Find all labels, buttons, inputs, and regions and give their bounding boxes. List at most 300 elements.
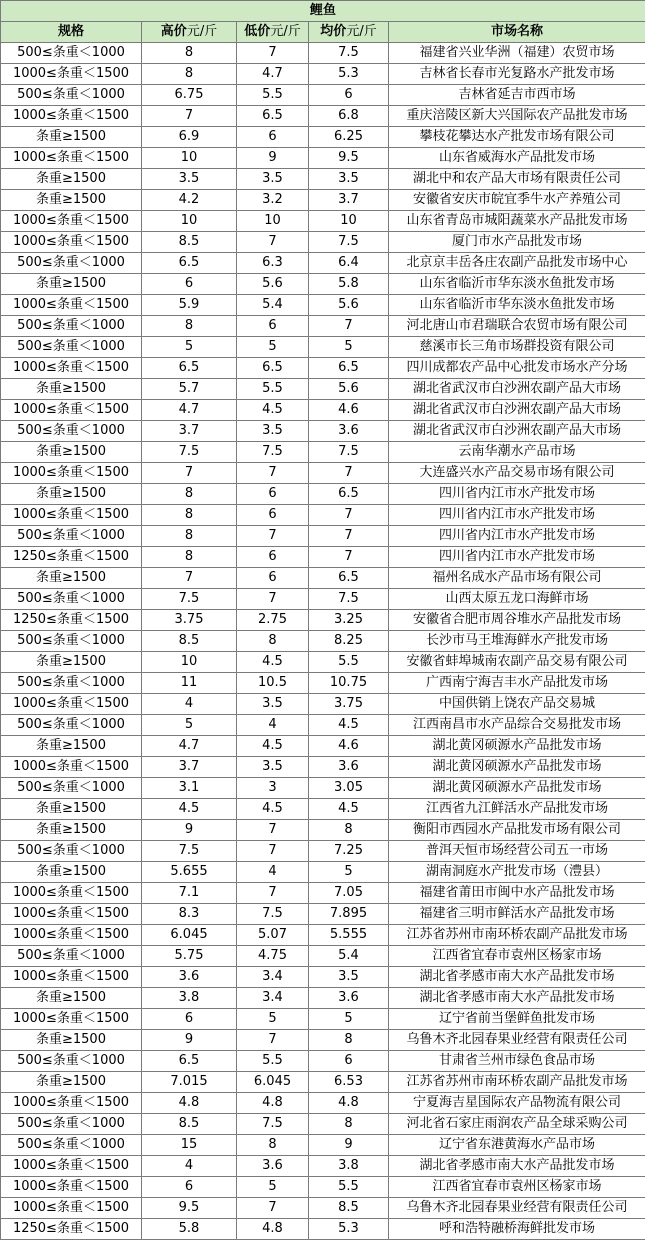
cell-spec: 1000≤条重＜1500	[1, 904, 142, 925]
cell-market-name: 江西省九江鲜活水产品批发市场	[389, 799, 645, 820]
cell-low-price: 2.75	[237, 610, 309, 631]
cell-high-price: 7	[142, 463, 237, 484]
cell-high-price: 3.75	[142, 610, 237, 631]
cell-spec: 1250≤条重＜1500	[1, 610, 142, 631]
table-row	[1, 841, 645, 862]
cell-high-price: 8.5	[142, 232, 237, 253]
table-row	[1, 148, 645, 169]
cell-low-price: 6	[237, 484, 309, 505]
cell-market-name: 厦门市水产品批发市场	[389, 232, 645, 253]
cell-high-price: 4.7	[142, 400, 237, 421]
cell-market-name: 江西省宜春市袁州区杨家市场	[389, 1177, 645, 1198]
table-row	[1, 316, 645, 337]
cell-market-name: 山西太原五龙口海鲜市场	[389, 589, 645, 610]
cell-spec: 条重≥1500	[1, 190, 142, 211]
cell-low-price: 6.045	[237, 1072, 309, 1093]
table-row	[1, 1009, 645, 1030]
cell-low-price: 10.5	[237, 673, 309, 694]
cell-high-price: 6	[142, 1009, 237, 1030]
cell-market-name: 甘肃省兰州市绿色食品市场	[389, 1051, 645, 1072]
table-row	[1, 568, 645, 589]
cell-market-name: 湖北中和农产品大市场有限责任公司	[389, 169, 645, 190]
cell-spec: 1000≤条重＜1500	[1, 967, 142, 988]
cell-spec: 1000≤条重＜1500	[1, 757, 142, 778]
cell-avg-price: 6.5	[309, 568, 389, 589]
cell-spec: 500≤条重＜1000	[1, 1114, 142, 1135]
cell-avg-price: 8	[309, 820, 389, 841]
cell-avg-price: 7	[309, 316, 389, 337]
cell-avg-price: 7.895	[309, 904, 389, 925]
cell-low-price: 4.5	[237, 736, 309, 757]
cell-avg-price: 7	[309, 505, 389, 526]
cell-high-price: 10	[142, 211, 237, 232]
header-high-price	[142, 22, 237, 43]
cell-spec: 条重≥1500	[1, 736, 142, 757]
table-row	[1, 547, 645, 568]
table-row	[1, 1030, 645, 1051]
cell-market-name: 湖北省武汉市白沙洲农副产品大市场	[389, 400, 645, 421]
cell-avg-price: 7	[309, 547, 389, 568]
cell-market-name: 中国供销上饶农产品交易城	[389, 694, 645, 715]
cell-high-price: 7.1	[142, 883, 237, 904]
cell-market-name: 乌鲁木齐北园春果业经营有限责任公司	[389, 1198, 645, 1219]
cell-avg-price: 5.8	[309, 274, 389, 295]
cell-spec: 条重≥1500	[1, 274, 142, 295]
cell-spec: 1000≤条重＜1500	[1, 358, 142, 379]
cell-high-price: 3.7	[142, 421, 237, 442]
cell-avg-price: 7	[309, 526, 389, 547]
table-title: 鲤鱼	[1, 1, 645, 22]
cell-low-price: 4.5	[237, 652, 309, 673]
cell-avg-price: 7.05	[309, 883, 389, 904]
cell-high-price: 6.5	[142, 253, 237, 274]
cell-avg-price: 10.75	[309, 673, 389, 694]
cell-market-name: 攀枝花攀达水产批发市场有限公司	[389, 127, 645, 148]
header-market-name	[389, 22, 645, 43]
table-row	[1, 715, 645, 736]
cell-spec: 1250≤条重＜1500	[1, 547, 142, 568]
cell-low-price: 6	[237, 316, 309, 337]
cell-low-price: 3.4	[237, 988, 309, 1009]
cell-avg-price: 6	[309, 85, 389, 106]
cell-low-price: 5	[237, 1009, 309, 1030]
cell-low-price: 7	[237, 43, 309, 64]
table-row	[1, 400, 645, 421]
cell-high-price: 4	[142, 694, 237, 715]
cell-high-price: 6.5	[142, 358, 237, 379]
cell-avg-price: 3.75	[309, 694, 389, 715]
cell-avg-price: 8.25	[309, 631, 389, 652]
cell-market-name: 湖北黄冈硕源水产品批发市场	[389, 778, 645, 799]
cell-market-name: 湖北省孝感市南大水产品批发市场	[389, 988, 645, 1009]
cell-low-price: 6.3	[237, 253, 309, 274]
cell-high-price: 7.5	[142, 442, 237, 463]
table-row	[1, 190, 645, 211]
cell-low-price: 4	[237, 715, 309, 736]
cell-high-price: 4	[142, 1156, 237, 1177]
table-row	[1, 337, 645, 358]
cell-avg-price: 5.6	[309, 295, 389, 316]
cell-low-price: 7	[237, 820, 309, 841]
header-spec-label: 规格	[57, 24, 84, 39]
cell-market-name: 福建省莆田市闽中水产品批发市场	[389, 883, 645, 904]
cell-high-price: 8	[142, 505, 237, 526]
cell-high-price: 7.5	[142, 841, 237, 862]
table-row	[1, 211, 645, 232]
cell-high-price: 5	[142, 337, 237, 358]
cell-low-price: 4	[237, 862, 309, 883]
cell-market-name: 四川省内江市水产批发市场	[389, 547, 645, 568]
cell-high-price: 15	[142, 1135, 237, 1156]
cell-low-price: 8	[237, 1135, 309, 1156]
cell-high-price: 4.5	[142, 799, 237, 820]
cell-market-name: 湖南洞庭水产批发市场（澧县）	[389, 862, 645, 883]
cell-market-name: 福州名成水产品市场有限公司	[389, 568, 645, 589]
cell-spec: 1000≤条重＜1500	[1, 1198, 142, 1219]
cell-avg-price: 6	[309, 1051, 389, 1072]
cell-avg-price: 7	[309, 463, 389, 484]
cell-market-name: 江西省宜春市袁州区杨家市场	[389, 946, 645, 967]
cell-avg-price: 3.05	[309, 778, 389, 799]
table-row	[1, 946, 645, 967]
cell-avg-price: 5	[309, 337, 389, 358]
cell-high-price: 8.5	[142, 631, 237, 652]
cell-high-price: 5.9	[142, 295, 237, 316]
cell-high-price: 8	[142, 43, 237, 64]
cell-market-name: 湖北黄冈硕源水产品批发市场	[389, 757, 645, 778]
cell-low-price: 6	[237, 127, 309, 148]
cell-avg-price: 6.53	[309, 1072, 389, 1093]
cell-high-price: 7.015	[142, 1072, 237, 1093]
cell-high-price: 5.8	[142, 1219, 237, 1240]
cell-market-name: 慈溪市长三角市场群投资有限公司	[389, 337, 645, 358]
cell-high-price: 4.2	[142, 190, 237, 211]
cell-spec: 1000≤条重＜1500	[1, 211, 142, 232]
cell-spec: 500≤条重＜1000	[1, 526, 142, 547]
cell-high-price: 10	[142, 148, 237, 169]
table-row	[1, 379, 645, 400]
cell-low-price: 6	[237, 505, 309, 526]
cell-high-price: 8	[142, 484, 237, 505]
cell-avg-price: 3.8	[309, 1156, 389, 1177]
cell-avg-price: 5.5	[309, 652, 389, 673]
table-row	[1, 505, 645, 526]
cell-high-price: 3.6	[142, 967, 237, 988]
cell-low-price: 5.4	[237, 295, 309, 316]
cell-avg-price: 4.6	[309, 400, 389, 421]
header-avg-label: 均价	[320, 24, 347, 39]
cell-spec: 条重≥1500	[1, 568, 142, 589]
cell-high-price: 8	[142, 526, 237, 547]
cell-avg-price: 9.5	[309, 148, 389, 169]
cell-market-name: 安徽省安庆市皖宜季牛水产养殖公司	[389, 190, 645, 211]
table-row	[1, 169, 645, 190]
cell-spec: 500≤条重＜1000	[1, 337, 142, 358]
cell-high-price: 3.7	[142, 757, 237, 778]
cell-market-name: 呼和浩特融桥海鲜批发市场	[389, 1219, 645, 1240]
table-row	[1, 610, 645, 631]
cell-spec: 1000≤条重＜1500	[1, 1177, 142, 1198]
cell-market-name: 福建省兴业华洲（福建）农贸市场	[389, 43, 645, 64]
cell-high-price: 6.045	[142, 925, 237, 946]
cell-market-name: 吉林省长春市光复路水产批发市场	[389, 64, 645, 85]
cell-high-price: 7	[142, 568, 237, 589]
table-row	[1, 442, 645, 463]
cell-avg-price: 3.5	[309, 169, 389, 190]
cell-avg-price: 4.5	[309, 799, 389, 820]
cell-high-price: 6	[142, 274, 237, 295]
cell-market-name: 衡阳市西园水产品批发市场有限公司	[389, 820, 645, 841]
cell-avg-price: 6.25	[309, 127, 389, 148]
cell-market-name: 长沙市马王堆海鲜水产批发市场	[389, 631, 645, 652]
cell-low-price: 5	[237, 1177, 309, 1198]
cell-high-price: 3.1	[142, 778, 237, 799]
cell-spec: 1000≤条重＜1500	[1, 505, 142, 526]
cell-high-price: 8.5	[142, 1114, 237, 1135]
cell-market-name: 四川省内江市水产批发市场	[389, 526, 645, 547]
cell-market-name: 湖北省武汉市白沙洲农副产品大市场	[389, 421, 645, 442]
cell-market-name: 辽宁省前当堡鲜鱼批发市场	[389, 1009, 645, 1030]
cell-high-price: 6.5	[142, 1051, 237, 1072]
table-body	[1, 43, 645, 1240]
cell-spec: 1000≤条重＜1500	[1, 1009, 142, 1030]
cell-market-name: 四川省内江市水产批发市场	[389, 505, 645, 526]
cell-avg-price: 3.7	[309, 190, 389, 211]
cell-market-name: 宁夏海吉星国际农产品物流有限公司	[389, 1093, 645, 1114]
table-row	[1, 1093, 645, 1114]
cell-avg-price: 4.6	[309, 736, 389, 757]
cell-spec: 500≤条重＜1000	[1, 631, 142, 652]
table-row	[1, 820, 645, 841]
table-row	[1, 799, 645, 820]
cell-low-price: 3.4	[237, 967, 309, 988]
table-row	[1, 64, 645, 85]
cell-low-price: 6	[237, 547, 309, 568]
cell-avg-price: 5.3	[309, 1219, 389, 1240]
cell-spec: 500≤条重＜1000	[1, 946, 142, 967]
header-row	[1, 22, 645, 43]
table-row	[1, 463, 645, 484]
cell-spec: 500≤条重＜1000	[1, 316, 142, 337]
cell-spec: 500≤条重＜1000	[1, 421, 142, 442]
cell-low-price: 3	[237, 778, 309, 799]
cell-avg-price: 8	[309, 1114, 389, 1135]
cell-market-name: 山东省青岛市城阳蔬菜水产品批发市场	[389, 211, 645, 232]
table-row	[1, 484, 645, 505]
cell-spec: 1000≤条重＜1500	[1, 1156, 142, 1177]
cell-high-price: 5.7	[142, 379, 237, 400]
cell-low-price: 7	[237, 1198, 309, 1219]
table-row	[1, 1135, 645, 1156]
cell-low-price: 7	[237, 589, 309, 610]
cell-high-price: 3.8	[142, 988, 237, 1009]
cell-market-name: 四川省内江市水产批发市场	[389, 484, 645, 505]
cell-low-price: 3.5	[237, 169, 309, 190]
table-row	[1, 652, 645, 673]
cell-avg-price: 6.5	[309, 484, 389, 505]
table-row	[1, 1177, 645, 1198]
cell-avg-price: 8	[309, 1030, 389, 1051]
cell-avg-price: 5.555	[309, 925, 389, 946]
cell-avg-price: 5.4	[309, 946, 389, 967]
table-row	[1, 106, 645, 127]
table-row	[1, 778, 645, 799]
cell-high-price: 8	[142, 64, 237, 85]
cell-avg-price: 7.5	[309, 442, 389, 463]
cell-spec: 500≤条重＜1000	[1, 589, 142, 610]
cell-low-price: 6.5	[237, 358, 309, 379]
header-low-unit: 元/斤	[270, 24, 301, 39]
cell-market-name: 河北省石家庄雨润农产品全球采购公司	[389, 1114, 645, 1135]
cell-avg-price: 3.6	[309, 421, 389, 442]
table-row	[1, 1219, 645, 1240]
cell-low-price: 4.8	[237, 1219, 309, 1240]
cell-avg-price: 5	[309, 1009, 389, 1030]
cell-spec: 条重≥1500	[1, 127, 142, 148]
header-high-unit: 元/斤	[186, 24, 218, 39]
cell-low-price: 5.5	[237, 85, 309, 106]
cell-avg-price: 7.25	[309, 841, 389, 862]
cell-avg-price: 10	[309, 211, 389, 232]
cell-avg-price: 3.25	[309, 610, 389, 631]
cell-low-price: 7	[237, 841, 309, 862]
cell-spec: 1000≤条重＜1500	[1, 883, 142, 904]
table-row	[1, 631, 645, 652]
cell-market-name: 乌鲁木齐北园春果业经营有限责任公司	[389, 1030, 645, 1051]
cell-spec: 500≤条重＜1000	[1, 715, 142, 736]
cell-spec: 500≤条重＜1000	[1, 778, 142, 799]
cell-spec: 条重≥1500	[1, 862, 142, 883]
cell-spec: 1000≤条重＜1500	[1, 925, 142, 946]
cell-low-price: 4.5	[237, 799, 309, 820]
cell-spec: 条重≥1500	[1, 379, 142, 400]
cell-market-name: 安徽省蚌埠城南农副产品交易有限公司	[389, 652, 645, 673]
cell-spec: 1000≤条重＜1500	[1, 295, 142, 316]
cell-high-price: 6.75	[142, 85, 237, 106]
cell-low-price: 4.5	[237, 400, 309, 421]
cell-market-name: 湖北省孝感市南大水产品批发市场	[389, 1156, 645, 1177]
cell-avg-price: 6.8	[309, 106, 389, 127]
cell-high-price: 6.9	[142, 127, 237, 148]
cell-high-price: 8.3	[142, 904, 237, 925]
cell-market-name: 重庆涪陵区新大兴国际农产品批发市场	[389, 106, 645, 127]
header-low-price	[237, 22, 309, 43]
cell-market-name: 吉林省延吉市西市场	[389, 85, 645, 106]
cell-low-price: 4.8	[237, 1093, 309, 1114]
cell-spec: 1000≤条重＜1500	[1, 1093, 142, 1114]
cell-spec: 条重≥1500	[1, 1072, 142, 1093]
cell-low-price: 7	[237, 463, 309, 484]
cell-spec: 条重≥1500	[1, 442, 142, 463]
table-row	[1, 85, 645, 106]
cell-high-price: 4.8	[142, 1093, 237, 1114]
cell-low-price: 3.2	[237, 190, 309, 211]
cell-low-price: 6	[237, 568, 309, 589]
cell-avg-price: 8.5	[309, 1198, 389, 1219]
cell-market-name: 山东省威海水产品批发市场	[389, 148, 645, 169]
table-row	[1, 883, 645, 904]
cell-spec: 500≤条重＜1000	[1, 673, 142, 694]
cell-avg-price: 3.5	[309, 967, 389, 988]
cell-market-name: 四川成都农产品中心批发市场水产分场	[389, 358, 645, 379]
cell-high-price: 3.5	[142, 169, 237, 190]
cell-high-price: 6	[142, 1177, 237, 1198]
cell-market-name: 云南华潮水产品市场	[389, 442, 645, 463]
cell-high-price: 9	[142, 820, 237, 841]
table-row	[1, 925, 645, 946]
table-row	[1, 1198, 645, 1219]
cell-low-price: 5.07	[237, 925, 309, 946]
cell-market-name: 山东省临沂市华东淡水鱼批发市场	[389, 295, 645, 316]
table-row	[1, 127, 645, 148]
cell-high-price: 5	[142, 715, 237, 736]
table-row	[1, 232, 645, 253]
cell-market-name: 普洱天恒市场经营公司五一市场	[389, 841, 645, 862]
cell-market-name: 江苏省苏州市南环桥农副产品批发市场	[389, 925, 645, 946]
cell-high-price: 8	[142, 316, 237, 337]
header-high-label: 高价	[160, 24, 187, 39]
cell-low-price: 3.5	[237, 694, 309, 715]
cell-high-price: 5.655	[142, 862, 237, 883]
cell-market-name: 大连盛兴水产品交易市场有限公司	[389, 463, 645, 484]
cell-low-price: 5	[237, 337, 309, 358]
cell-spec: 500≤条重＜1000	[1, 841, 142, 862]
cell-avg-price: 7.5	[309, 43, 389, 64]
cell-spec: 条重≥1500	[1, 652, 142, 673]
table-row	[1, 736, 645, 757]
header-spec	[1, 22, 142, 43]
cell-high-price: 7.5	[142, 589, 237, 610]
cell-avg-price: 3.6	[309, 988, 389, 1009]
cell-spec: 条重≥1500	[1, 169, 142, 190]
table-row	[1, 295, 645, 316]
cell-low-price: 10	[237, 211, 309, 232]
table-row	[1, 421, 645, 442]
cell-spec: 1000≤条重＜1500	[1, 64, 142, 85]
cell-low-price: 7	[237, 526, 309, 547]
header-avg-price	[309, 22, 389, 43]
cell-low-price: 7.5	[237, 904, 309, 925]
table-row	[1, 274, 645, 295]
cell-spec: 500≤条重＜1000	[1, 1135, 142, 1156]
cell-market-name: 山东省临沂市华东淡水鱼批发市场	[389, 274, 645, 295]
cell-market-name: 福建省三明市鲜活水产品批发市场	[389, 904, 645, 925]
cell-high-price: 5.75	[142, 946, 237, 967]
cell-spec: 条重≥1500	[1, 1030, 142, 1051]
table-row	[1, 1156, 645, 1177]
cell-low-price: 5.6	[237, 274, 309, 295]
cell-spec: 1000≤条重＜1500	[1, 463, 142, 484]
cell-high-price: 11	[142, 673, 237, 694]
cell-low-price: 5.5	[237, 379, 309, 400]
title-row	[1, 1, 645, 22]
cell-high-price: 8	[142, 547, 237, 568]
cell-spec: 条重≥1500	[1, 820, 142, 841]
cell-spec: 500≤条重＜1000	[1, 43, 142, 64]
cell-high-price: 10	[142, 652, 237, 673]
table-row	[1, 694, 645, 715]
cell-spec: 1000≤条重＜1500	[1, 400, 142, 421]
table-row	[1, 862, 645, 883]
table-row	[1, 526, 645, 547]
cell-spec: 500≤条重＜1000	[1, 253, 142, 274]
cell-spec: 条重≥1500	[1, 484, 142, 505]
cell-low-price: 5.5	[237, 1051, 309, 1072]
cell-spec: 500≤条重＜1000	[1, 85, 142, 106]
cell-market-name: 江西南昌市水产品综合交易批发市场	[389, 715, 645, 736]
cell-avg-price: 7.5	[309, 589, 389, 610]
header-avg-unit: 元/斤	[346, 24, 377, 39]
